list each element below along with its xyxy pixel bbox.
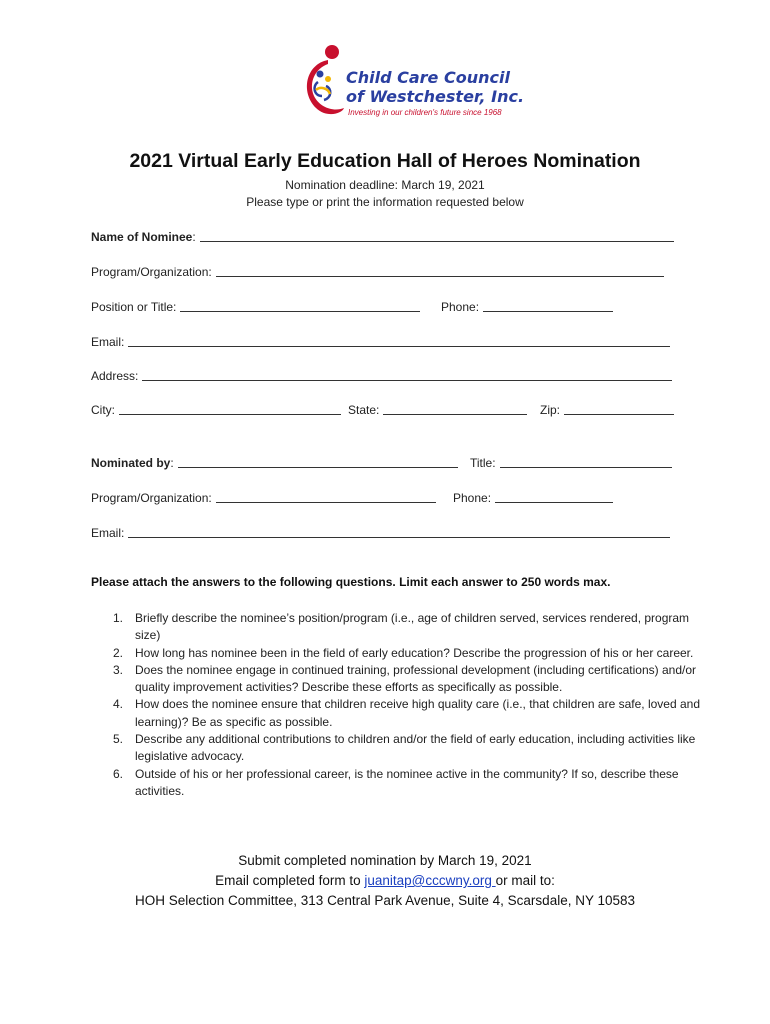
- nominator-program-label: Program/Organization:: [91, 491, 212, 505]
- email-link[interactable]: juanitap@cccwny.org: [364, 873, 496, 888]
- logo-emblem-icon: [298, 42, 346, 124]
- nominator-phone-line[interactable]: [495, 490, 613, 503]
- question-item: [91, 610, 701, 645]
- question-text: How does the nominee ensure that children receive high quality care (i.e., that children are safe, loved and learning)? Be as specific as possible.: [135, 697, 700, 729]
- question-text: How long has nominee been in the field of early education? Describe the progression of his or her career.: [135, 645, 694, 660]
- nominee-state-field[interactable]: [348, 402, 527, 417]
- question-item: [91, 731, 701, 766]
- logo-tagline: Investing in our children's future since 1968: [348, 108, 502, 117]
- nominee-name-line[interactable]: [200, 229, 674, 242]
- nominee-phone-label: Phone:: [441, 300, 480, 314]
- nominee-email-field[interactable]: [91, 334, 670, 349]
- questions-list: [91, 610, 701, 800]
- nominated-by-label: Nominated by: [91, 456, 171, 470]
- question-item: [91, 645, 701, 662]
- logo-name-line2: of Westchester, Inc.: [346, 87, 525, 106]
- question-number: 5.: [113, 732, 124, 747]
- nominator-email-field[interactable]: [91, 525, 670, 540]
- question-number: 4.: [113, 697, 124, 712]
- nominator-title-label: Title:: [470, 456, 496, 470]
- nominee-program-label: Program/Organization:: [91, 265, 212, 279]
- nominee-position-line[interactable]: [180, 299, 420, 312]
- nominator-program-field[interactable]: [91, 490, 436, 505]
- question-number: 3.: [113, 662, 124, 677]
- question-number: 6.: [113, 766, 124, 781]
- nominee-zip-label: Zip:: [540, 403, 561, 417]
- nominee-position-label: Position or Title:: [91, 300, 177, 314]
- nominee-city-line[interactable]: [119, 402, 341, 415]
- nominee-email-label: Email:: [91, 335, 125, 349]
- email-instructions: [0, 873, 770, 888]
- nomination-deadline: Nomination deadline: March 19, 2021: [285, 178, 485, 192]
- nominee-phone-field[interactable]: [441, 299, 613, 314]
- nominee-position-field[interactable]: [91, 299, 420, 314]
- nominee-phone-line[interactable]: [483, 299, 613, 312]
- nominator-phone-label: Phone:: [453, 491, 492, 505]
- question-item: [91, 696, 701, 731]
- nominee-program-field[interactable]: [91, 264, 664, 279]
- nominee-name-label: Name of Nominee: [91, 230, 193, 244]
- nominator-email-line[interactable]: [128, 525, 670, 538]
- council-logo: [298, 42, 525, 124]
- question-number: 2.: [113, 645, 124, 660]
- nominated-by-field[interactable]: Nominated by:: [91, 455, 458, 470]
- nominator-email-label: Email:: [91, 526, 125, 540]
- submit-deadline: Submit completed nomination by March 19, 2021: [238, 853, 532, 868]
- nominated-by-line[interactable]: [178, 455, 458, 468]
- question-item: [91, 766, 701, 801]
- nominator-phone-field[interactable]: [453, 490, 613, 505]
- page-title: 2021 Virtual Early Education Hall of Heroes Nomination: [129, 150, 641, 172]
- nominee-state-line[interactable]: [383, 402, 527, 415]
- question-number: 1.: [113, 611, 124, 625]
- nominator-program-line[interactable]: [216, 490, 436, 503]
- question-text: Outside of his or her professional career, is the nominee active in the community? If so, describe these activities.: [135, 766, 679, 798]
- nominee-address-label: Address:: [91, 369, 139, 383]
- nominee-address-field[interactable]: [91, 368, 672, 383]
- email-prefix: Email completed form to: [215, 873, 365, 888]
- nominee-city-label: City:: [91, 403, 115, 417]
- nominee-program-line[interactable]: [216, 264, 664, 277]
- form-instructions: Please type or print the information requested below: [246, 195, 524, 209]
- nominee-name-field[interactable]: Name of Nominee:: [91, 229, 674, 244]
- nominee-email-line[interactable]: [128, 334, 670, 347]
- nominee-address-line[interactable]: [142, 368, 672, 381]
- nominee-zip-line[interactable]: [564, 402, 674, 415]
- nominator-title-field[interactable]: [470, 455, 672, 470]
- mailing-address: HOH Selection Committee, 313 Central Park Avenue, Suite 4, Scarsdale, NY 10583: [134, 893, 636, 908]
- email-suffix: or mail to:: [495, 873, 555, 888]
- logo-name-line1: Child Care Council: [346, 68, 510, 87]
- question-text: Does the nominee engage in continued training, professional development (including certifications) and/or quality improvement activities? Describe these efforts as specifically as possible.: [135, 662, 697, 695]
- nominee-city-field[interactable]: [91, 402, 341, 417]
- question-item: [91, 662, 701, 697]
- nominator-title-line[interactable]: [500, 455, 672, 468]
- nominee-state-label: State:: [348, 403, 380, 417]
- attach-instructions: Please attach the answers to the following questions. Limit each answer to 250 words max.: [91, 575, 611, 589]
- question-text: Briefly describe the nominee’s position/program (i.e., age of children served, services rendered, program size): [135, 611, 690, 643]
- question-text: Describe any additional contributions to children and/or the field of early education, including activities like legislative advocacy.: [135, 732, 696, 764]
- nominee-zip-field[interactable]: [540, 402, 674, 417]
